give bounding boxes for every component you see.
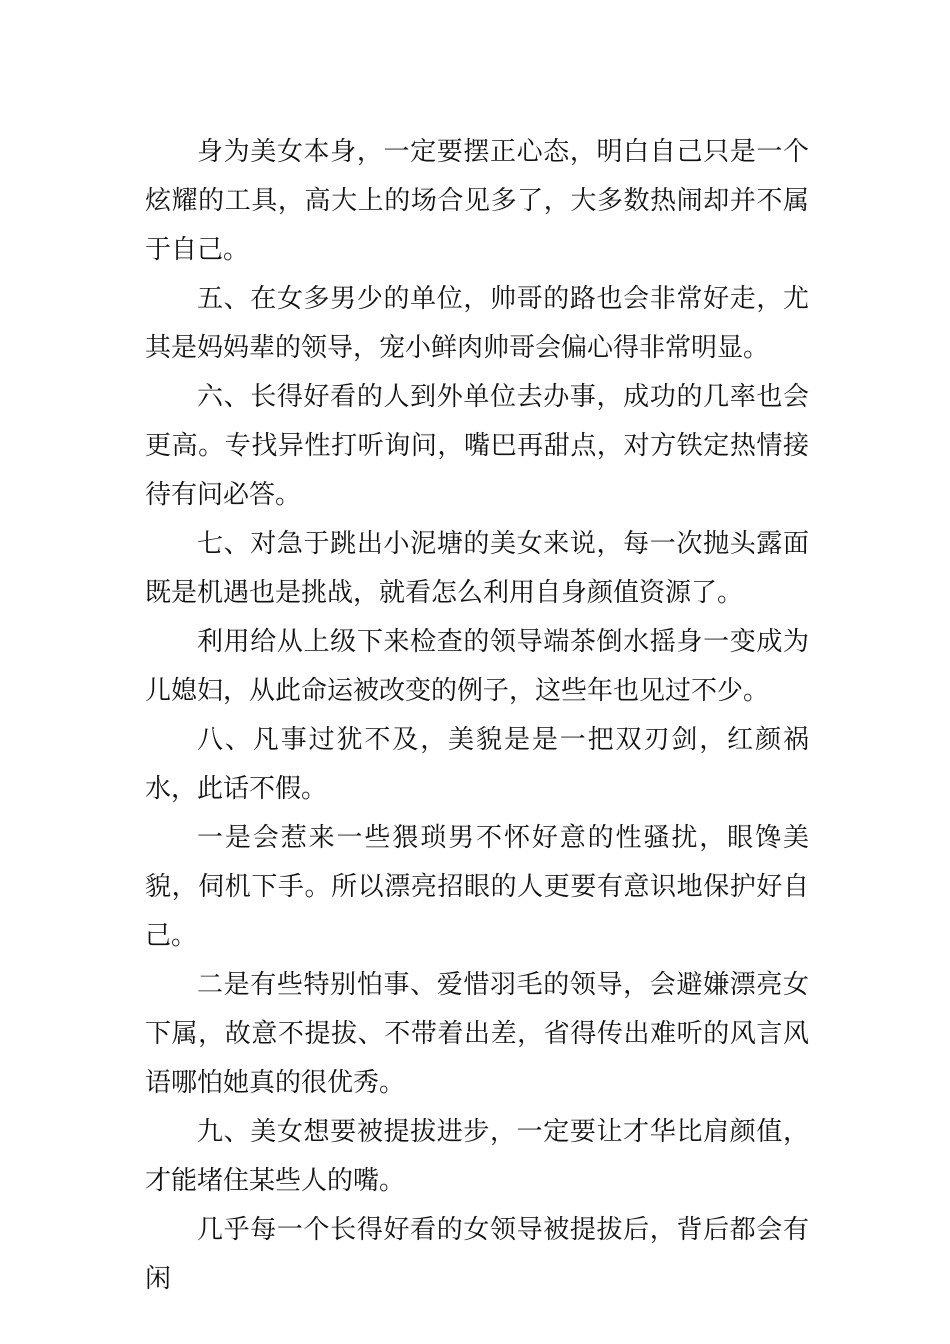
paragraph-5: 利用给从上级下来检查的领导端茶倒水摇身一变成为儿媳妇，从此命运被改变的例子，这些年也见过不少。: [145, 627, 809, 706]
paragraph-10: 几乎每一个长得好看的女领导被提拔后，背后都会有闲: [145, 1215, 809, 1294]
paragraph-4: 七、对急于跳出小泥塘的美女来说，每一次抛头露面既是机遇也是挑战，就看怎么利用自身颜值资源了。: [145, 529, 809, 608]
document-page: [145, 128, 809, 1304]
paragraph-1: 身为美女本身，一定要摆正心态，明白自己只是一个炫耀的工具，高大上的场合见多了，大多数热闹却并不属于自己。: [145, 137, 809, 265]
paragraph-9: 九、美女想要被提拔进步，一定要让才华比肩颜值，才能堵住某些人的嘴。: [145, 1117, 809, 1196]
paragraph-8: 二是有些特别怕事、爱惜羽毛的领导，会避嫌漂亮女下属，故意不提拔、不带着出差，省得传出难听的风言风语哪怕她真的很优秀。: [145, 970, 809, 1098]
paragraph-6: 八、凡事过犹不及，美貌是是一把双刃剑，红颜祸水，此话不假。: [145, 725, 809, 804]
paragraph-2: 五、在女多男少的单位，帅哥的路也会非常好走，尤其是妈妈辈的领导，宠小鲜肉帅哥会偏心得非常明显。: [145, 284, 809, 363]
paragraph-3: 六、长得好看的人到外单位去办事，成功的几率也会更高。专找异性打听询问，嘴巴再甜点，对方铁定热情接待有问必答。: [145, 382, 809, 510]
paragraph-7: 一是会惹来一些猥琐男不怀好意的性骚扰，眼馋美貌，伺机下手。所以漂亮招眼的人更要有意识地保护好自己。: [145, 823, 809, 951]
